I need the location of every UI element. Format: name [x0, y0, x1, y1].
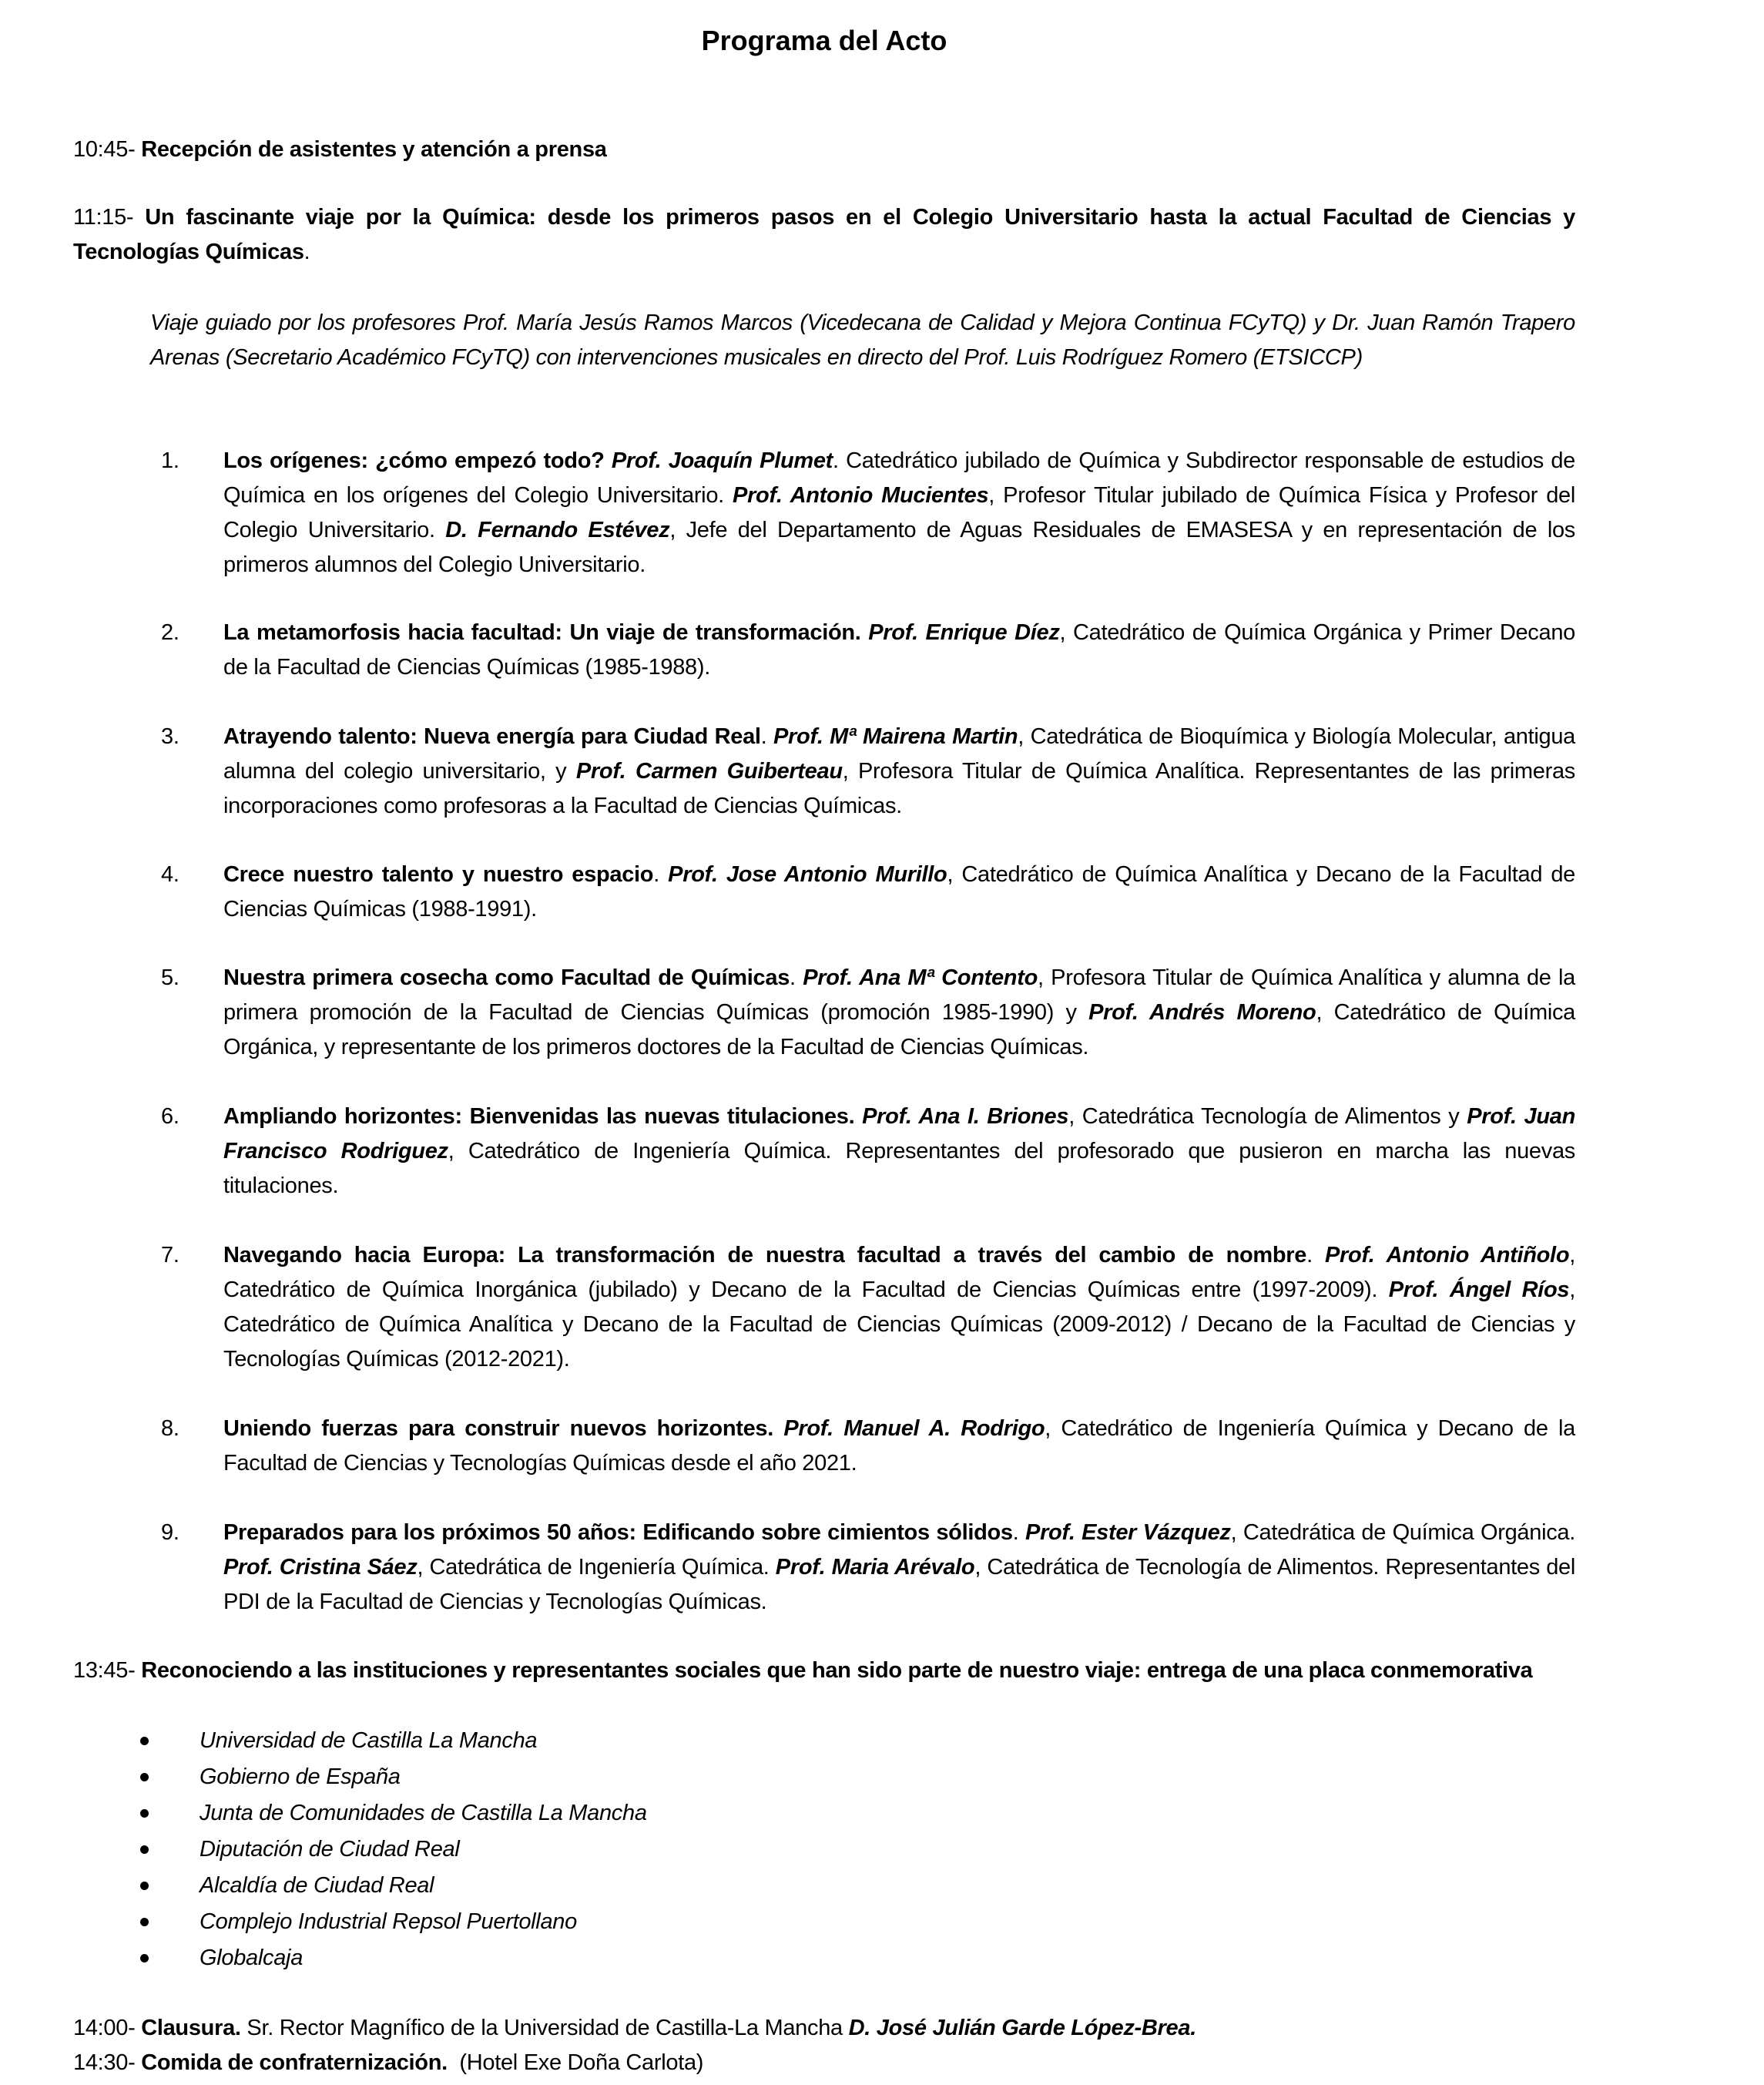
punctuation: .: [1012, 1520, 1026, 1545]
speaker-desc: , Catedrático de Química Orgánica, y representante de los primeros doctores de la Facultad de Ciencias Químicas.: [223, 1000, 1576, 1059]
item-number: 4.: [161, 862, 179, 887]
speaker-desc: , Catedrático de Química Analítica y Decano de la Facultad de Ciencias Químicas (1988-1991).: [223, 862, 1575, 922]
speaker-desc: , Catedrática de Química Orgánica.: [1230, 1520, 1576, 1545]
speaker-desc: , Catedrático de Ingeniería Química y Decano de la Facultad de Ciencias y Tecnologías Químicas desde el año 2021.: [223, 1416, 1575, 1476]
speaker-name: Prof. Cristina Sáez: [223, 1555, 418, 1580]
punctuation: .: [790, 965, 803, 990]
institution-name: Globalcaja: [200, 1946, 304, 1970]
item-number: 9.: [161, 1520, 179, 1545]
program-item: [161, 1238, 1575, 1377]
speaker-name: Prof. Jose Antonio Murillo: [668, 862, 947, 887]
speaker-desc: , Profesor Titular jubilado de Química Física y Profesor del Colegio Universitario.: [223, 483, 1575, 542]
guide-paragraph: Viaje guiado por los profesores Prof. María Jesús Ramos Marcos (Vicedecana de Calidad y Mejora Continua FCyTQ) y Dr. Juan Ramón Trapero Arenas (Secretario Académico FCyTQ) con intervenciones musicales en directo del Prof. Luis Rodríguez Romero (ETSICCP): [150, 311, 1575, 370]
program-item: [161, 1412, 1575, 1481]
schedule-entry-1345: [73, 1654, 1575, 1688]
program-item: [161, 961, 1575, 1065]
institution-name: Alcaldía de Ciudad Real: [200, 1873, 434, 1898]
punctuation: .: [760, 724, 774, 749]
speaker-desc: , Catedrática Tecnología de Alimentos y: [1068, 1104, 1467, 1129]
item-number: 3.: [161, 724, 179, 749]
institution-name: Universidad de Castilla La Mancha: [200, 1728, 538, 1753]
schedule-entry-1115: [73, 200, 1575, 270]
entry-title: Reconociendo a las instituciones y representantes sociales que han sido parte de nuestro viaje: entrega de una placa conmemorativa: [141, 1658, 1533, 1683]
entry-title-end: .: [304, 240, 310, 264]
bullet-icon: [140, 1918, 149, 1926]
speaker-name: Prof. Andrés Moreno: [1088, 1000, 1316, 1025]
speaker-desc: , Catedrática de Tecnología de Alimentos. Representantes del PDI de la Facultad de Ciencias y Tecnologías Químicas.: [223, 1555, 1575, 1614]
bullet-icon: [140, 1882, 149, 1890]
speaker-name: Prof. Ángel Ríos: [1388, 1278, 1570, 1302]
item-number: 6.: [161, 1104, 179, 1129]
schedule-entry-1430: [73, 2046, 1575, 2080]
item-title: Navegando hacia Europa: La transformación de nuestra facultad a través del cambio de nombre: [223, 1243, 1307, 1267]
item-number: 2.: [161, 620, 179, 645]
item-text: [223, 1100, 1575, 1204]
speaker-desc: , Jefe del Departamento de Aguas Residuales de EMASESA y en representación de los primeros alumnos del Colegio Universitario.: [223, 518, 1575, 577]
entry-title: Clausura.: [141, 2016, 241, 2040]
speaker-name: Prof. Antonio Mucientes: [733, 483, 989, 508]
item-number: 8.: [161, 1416, 179, 1441]
speaker-name: Prof. Antonio Antiñolo: [1325, 1243, 1570, 1267]
entry-time: 11:15-: [73, 205, 134, 230]
item-text: [223, 1412, 1575, 1481]
schedule-entry-1045: [73, 133, 1575, 167]
speaker-name: D. Fernando Estévez: [445, 518, 670, 542]
speaker-name: D. José Julián Garde López-Brea.: [848, 2016, 1196, 2040]
item-title: Uniendo fuerzas para construir nuevos horizontes.: [223, 1416, 774, 1441]
entry-title: Un fascinante viaje por la Química: desde los primeros pasos en el Colegio Universitario hasta la actual Facultad de Ciencias y Tecnologías Químicas: [73, 205, 1576, 264]
entry-time: 14:30-: [73, 2050, 136, 2075]
speaker-desc: , Catedrático de Química Orgánica y Primer Decano de la Facultad de Ciencias Químicas (1985-1988).: [223, 620, 1575, 680]
program-item: [161, 720, 1575, 824]
entry-text: Sr. Rector Magnífico de la Universidad de Castilla-La Mancha: [240, 2016, 849, 2040]
bullet-icon: [140, 1773, 149, 1781]
item-text: [223, 1238, 1575, 1377]
speaker-desc: , Profesora Titular de Química Analítica y alumna de la primera promoción de la Facultad de Ciencias Químicas (promoción 1985-1990) y: [223, 965, 1576, 1025]
item-text: [223, 1516, 1575, 1620]
item-number: 7.: [161, 1243, 179, 1267]
program-item: [161, 444, 1575, 583]
speaker-desc: . Catedrático jubilado de Química y Subdirector responsable de estudios de Química en los orígenes del Colegio Universitario.: [223, 448, 1575, 508]
item-title: Crece nuestro talento y nuestro espacio: [223, 862, 654, 887]
speaker-desc: , Catedrático de Química Inorgánica (jubilado) y Decano de la Facultad de Ciencias Químicas entre (1997-2009).: [223, 1243, 1575, 1302]
speaker-name: Prof. Joaquín Plumet: [611, 448, 833, 473]
bullet-icon: [140, 1809, 149, 1818]
institution-name: Gobierno de España: [200, 1764, 401, 1789]
bullet-icon: [140, 1845, 149, 1854]
program-item: [161, 1100, 1575, 1204]
bullet-icon: [140, 1954, 149, 1962]
bullet-icon: [140, 1737, 149, 1745]
entry-time: 10:45-: [73, 137, 136, 162]
item-text: [223, 858, 1575, 927]
speaker-name: Prof. Maria Arévalo: [775, 1555, 975, 1580]
program-item: [161, 1516, 1575, 1620]
speaker-desc: , Catedrático de Química Analítica y Decano de la Facultad de Ciencias Químicas (2009-2012) / Decano de la Facultad de Ciencias y Tecnologías Químicas (2012-2021).: [223, 1278, 1575, 1372]
item-title: Atrayendo talento: Nueva energía para Ciudad Real: [223, 724, 761, 749]
program-item: [161, 858, 1575, 927]
speaker-name: Prof. Ana Mª Contento: [803, 965, 1038, 990]
item-title: La metamorfosis hacia facultad: Un viaje de transformación.: [223, 620, 861, 645]
item-text: [223, 444, 1575, 583]
entry-text: (Hotel Exe Doña Carlota): [447, 2050, 704, 2075]
item-title: Ampliando horizontes: Bienvenidas las nuevas titulaciones.: [223, 1104, 855, 1129]
institution-name: Junta de Comunidades de Castilla La Mancha: [200, 1801, 647, 1825]
institution-name: Complejo Industrial Repsol Puertollano: [200, 1909, 577, 1934]
speaker-name: Prof. Juan Francisco Rodriguez: [223, 1104, 1575, 1163]
item-number: 1.: [161, 448, 179, 473]
speaker-desc: , Catedrático de Ingeniería Química. Representantes del profesorado que pusieron en marcha las nuevas titulaciones.: [223, 1139, 1575, 1198]
entry-time: 13:45-: [73, 1658, 136, 1683]
speaker-name: Prof. Ana I. Briones: [862, 1104, 1069, 1129]
item-title: Los orígenes: ¿cómo empezó todo?: [223, 448, 605, 473]
item-title: Preparados para los próximos 50 años: Edificando sobre cimientos sólidos: [223, 1520, 1013, 1545]
entry-time: 14:00-: [73, 2016, 136, 2040]
speaker-desc: , Catedrática de Bioquímica y Biología Molecular, antigua alumna del colegio universitario, y: [223, 724, 1576, 784]
speaker-name: Prof. Ester Vázquez: [1025, 1520, 1231, 1545]
institution-name: Diputación de Ciudad Real: [200, 1837, 460, 1862]
item-text: [223, 961, 1575, 1065]
punctuation: .: [1306, 1243, 1325, 1267]
item-number: 5.: [161, 965, 179, 990]
item-title: Nuestra primera cosecha como Facultad de Químicas: [223, 965, 790, 990]
speaker-name: Prof. Manuel A. Rodrigo: [783, 1416, 1045, 1441]
speaker-desc: , Profesora Titular de Química Analítica. Representantes de las primeras incorporaciones como profesoras a la Facultad de Ciencias Químicas.: [223, 759, 1575, 818]
speaker-desc: , Catedrática de Ingeniería Química.: [417, 1555, 776, 1580]
speaker-name: Prof. Mª Mairena Martin: [773, 724, 1018, 749]
program-item: [161, 616, 1575, 685]
entry-title: Recepción de asistentes y atención a prensa: [141, 137, 607, 162]
schedule-entry-1400: [73, 2011, 1575, 2046]
page-title: Programa del Acto: [701, 25, 947, 56]
item-text: [223, 720, 1575, 824]
entry-title: Comida de confraternización.: [141, 2050, 448, 2075]
speaker-name: Prof. Carmen Guiberteau: [575, 759, 843, 784]
item-text: [223, 616, 1575, 685]
speaker-name: Prof. Enrique Díez: [868, 620, 1060, 645]
punctuation: .: [653, 862, 669, 887]
